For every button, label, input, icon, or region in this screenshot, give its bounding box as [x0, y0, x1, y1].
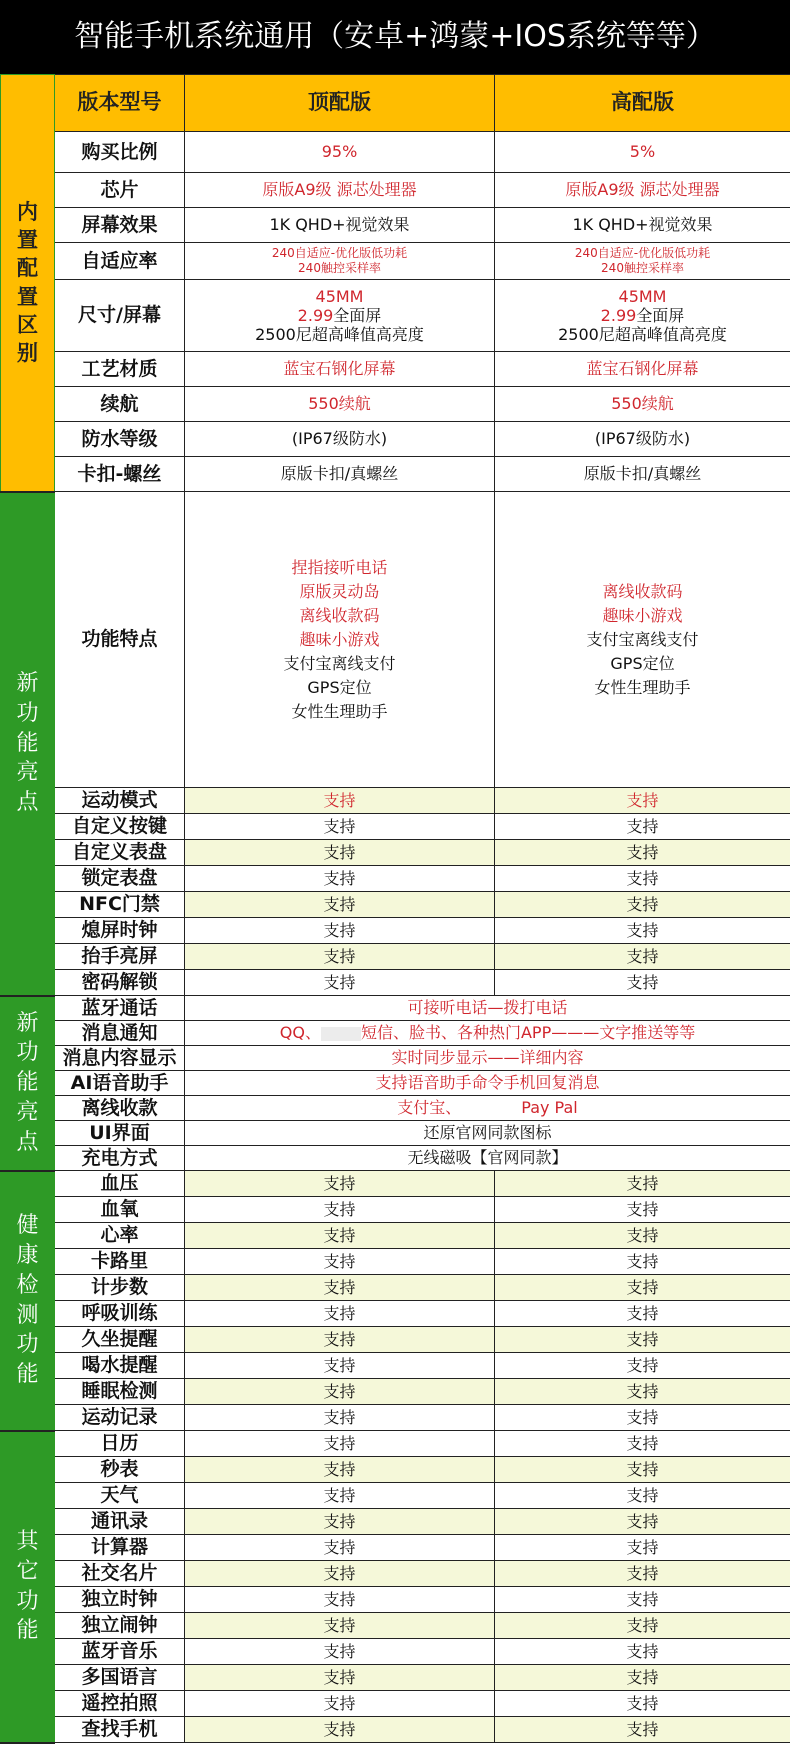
row-label: 心率	[55, 1223, 185, 1249]
row-label: 续航	[55, 387, 185, 422]
row-label: 查找手机	[55, 1717, 185, 1743]
feature-item: 捏指接听电话	[291, 557, 388, 577]
cell-col2: 支持	[495, 1197, 790, 1223]
cell-col1	[185, 243, 495, 280]
feature-item: 支付宝离线支付	[586, 629, 699, 649]
value-suffix: Pay Pal	[521, 1098, 578, 1118]
row-label: 喝水提醒	[55, 1353, 185, 1379]
cell-col2: 支持	[495, 1587, 790, 1613]
table-row	[1, 996, 790, 1021]
row-label: 遥控拍照	[55, 1691, 185, 1717]
row-label: 日历	[55, 1431, 185, 1457]
cell-col1: 支持	[185, 1613, 495, 1639]
row-label: 消息内容显示	[55, 1046, 185, 1071]
cell-col2: 支持	[495, 1223, 790, 1249]
row-label: 离线收款	[55, 1096, 185, 1121]
feature-value: 支持语音助手命令手机回复消息	[185, 1071, 790, 1096]
spec-table	[0, 74, 790, 1744]
feature-value	[185, 1021, 790, 1046]
table-row	[1, 352, 790, 387]
header-label: 版本型号	[55, 75, 185, 132]
cell-col1: 支持	[185, 1223, 495, 1249]
feature-value: 还原官网同款图标	[185, 1121, 790, 1146]
feature-value: 无线磁吸【官网同款】	[185, 1146, 790, 1171]
table-row	[1, 1223, 790, 1249]
row-label: 运动记录	[55, 1405, 185, 1431]
cell-col1: 支持	[185, 1353, 495, 1379]
cell-col2	[495, 243, 790, 280]
cell-col1: 支持	[185, 814, 495, 840]
table-row	[1, 918, 790, 944]
header-col2: 高配版	[495, 75, 790, 132]
table-row	[1, 1146, 790, 1171]
cell-col1: 支持	[185, 1171, 495, 1197]
table-row	[1, 243, 790, 280]
table-row	[1, 1561, 790, 1587]
cell-col1: 支持	[185, 866, 495, 892]
table-row	[1, 1717, 790, 1743]
cell-line: 45MM	[315, 286, 364, 306]
table-row	[1, 1249, 790, 1275]
row-label: 充电方式	[55, 1146, 185, 1171]
cell-col1: 支持	[185, 1509, 495, 1535]
features-col1	[185, 492, 495, 788]
cell-col1: 支持	[185, 918, 495, 944]
cell-col1: 支持	[185, 1457, 495, 1483]
cell-col2: 支持	[495, 1431, 790, 1457]
cell-col1: 支持	[185, 1483, 495, 1509]
cell-col2: 支持	[495, 788, 790, 814]
cell-line: 240触控采样率	[601, 261, 684, 275]
feature-item: 原版灵动岛	[299, 581, 380, 601]
table-row	[1, 208, 790, 243]
row-label: 睡眠检测	[55, 1379, 185, 1405]
table-row	[1, 173, 790, 208]
row-label: 蓝牙音乐	[55, 1639, 185, 1665]
feature-item: 女性生理助手	[594, 677, 691, 697]
row-label: 尺寸/屏幕	[55, 280, 185, 352]
redacted-mark	[321, 1027, 361, 1041]
cell-line: 45MM	[618, 286, 667, 306]
cell-col1: 支持	[185, 1665, 495, 1691]
features-row	[1, 492, 790, 788]
row-label: 消息通知	[55, 1021, 185, 1046]
cell-col2: 原版卡扣/真螺丝	[495, 457, 790, 492]
feature-item: 支付宝离线支付	[283, 653, 396, 673]
cell-col2: 支持	[495, 814, 790, 840]
cell-line: 2500尼超高峰值高亮度	[255, 325, 424, 345]
table-row	[1, 1121, 790, 1146]
row-label: AI语音助手	[55, 1071, 185, 1096]
cell-col2: 支持	[495, 1379, 790, 1405]
row-label: NFC门禁	[55, 892, 185, 918]
row-label: 卡扣-螺丝	[55, 457, 185, 492]
value-prefix: 支付宝、	[397, 1098, 462, 1118]
cell-col1: 支持	[185, 788, 495, 814]
feature-value: 实时同步显示——详细内容	[185, 1046, 790, 1071]
cell-col2: 支持	[495, 1509, 790, 1535]
table-row	[1, 280, 790, 352]
table-row	[1, 1405, 790, 1431]
cell-col1: 95%	[185, 132, 495, 173]
table-row	[1, 1613, 790, 1639]
row-label: 芯片	[55, 173, 185, 208]
cell-col1: 支持	[185, 970, 495, 996]
cell-col1: 支持	[185, 1301, 495, 1327]
cell-col2: 蓝宝石钢化屏幕	[495, 352, 790, 387]
section-new-features-2: 新 功 能 亮 点	[1, 996, 55, 1171]
cell-line	[495, 306, 790, 325]
cell-col2: 支持	[495, 918, 790, 944]
row-label: 血压	[55, 1171, 185, 1197]
row-label: 锁定表盘	[55, 866, 185, 892]
cell-col2: 支持	[495, 1405, 790, 1431]
cell-col2: 支持	[495, 1249, 790, 1275]
table-row	[1, 387, 790, 422]
row-label: 密码解锁	[55, 970, 185, 996]
cell-line	[185, 306, 494, 325]
cell-col2: 支持	[495, 970, 790, 996]
cell-col1: 支持	[185, 1249, 495, 1275]
cell-col2: 支持	[495, 866, 790, 892]
table-row	[1, 1021, 790, 1046]
table-row	[1, 1587, 790, 1613]
feature-value	[185, 1096, 790, 1121]
feature-item: 趣味小游戏	[602, 605, 683, 625]
cell-col2: 支持	[495, 1691, 790, 1717]
cell-line: 240触控采样率	[298, 261, 381, 275]
header-col1: 顶配版	[185, 75, 495, 132]
screen-size: 2.99	[600, 305, 637, 325]
row-label: 血氧	[55, 1197, 185, 1223]
feature-item: GPS定位	[307, 677, 372, 697]
table-row	[1, 840, 790, 866]
row-label: 社交名片	[55, 1561, 185, 1587]
row-label: UI界面	[55, 1121, 185, 1146]
table-row	[1, 866, 790, 892]
redacted-mark	[461, 1102, 521, 1116]
cell-col2: 1K QHD+视觉效果	[495, 208, 790, 243]
screen-size: 2.99	[297, 305, 334, 325]
row-label: 功能特点	[55, 492, 185, 788]
cell-col1: 支持	[185, 1431, 495, 1457]
cell-col2: 支持	[495, 1327, 790, 1353]
table-row	[1, 1327, 790, 1353]
table-row	[1, 1071, 790, 1096]
section-other: 其 它 功 能	[1, 1431, 55, 1743]
cell-col2: 5%	[495, 132, 790, 173]
value-prefix: QQ、	[279, 1023, 321, 1043]
row-label: 通讯录	[55, 1509, 185, 1535]
table-row	[1, 1665, 790, 1691]
cell-col1: 550续航	[185, 387, 495, 422]
row-label: 屏幕效果	[55, 208, 185, 243]
cell-line: 240自适应-优化版低功耗	[574, 246, 711, 260]
cell-col2: 支持	[495, 944, 790, 970]
cell-col1: 支持	[185, 1535, 495, 1561]
table-row	[1, 1483, 790, 1509]
features-col2	[495, 492, 790, 788]
section-health: 健 康 检 测 功 能	[1, 1171, 55, 1431]
cell-col1: 原版A9级 源芯处理器	[185, 173, 495, 208]
cell-col2: 支持	[495, 1561, 790, 1587]
cell-col2: 支持	[495, 1275, 790, 1301]
cell-col1: 支持	[185, 1327, 495, 1353]
cell-col2: 支持	[495, 1717, 790, 1743]
table-header-row	[1, 75, 790, 132]
row-label: 运动模式	[55, 788, 185, 814]
row-label: 蓝牙通话	[55, 996, 185, 1021]
screen-type: 全面屏	[636, 305, 685, 325]
screen-type: 全面屏	[333, 305, 382, 325]
table-row	[1, 1457, 790, 1483]
row-label: 自定义表盘	[55, 840, 185, 866]
cell-col1: 蓝宝石钢化屏幕	[185, 352, 495, 387]
table-row	[1, 1171, 790, 1197]
cell-col2: 原版A9级 源芯处理器	[495, 173, 790, 208]
cell-col2: 支持	[495, 1483, 790, 1509]
table-row	[1, 1535, 790, 1561]
table-row	[1, 1197, 790, 1223]
table-row	[1, 970, 790, 996]
row-label: 自适应率	[55, 243, 185, 280]
row-label: 计步数	[55, 1275, 185, 1301]
table-row	[1, 1691, 790, 1717]
value-suffix: 短信、脸书、各种热门APP———文字推送等等	[360, 1023, 696, 1043]
row-label: 卡路里	[55, 1249, 185, 1275]
cell-col2: 支持	[495, 1665, 790, 1691]
feature-item: 离线收款码	[299, 605, 380, 625]
cell-col1: 支持	[185, 1691, 495, 1717]
cell-col2: 支持	[495, 1353, 790, 1379]
cell-col1: 支持	[185, 1275, 495, 1301]
feature-item: 趣味小游戏	[299, 629, 380, 649]
cell-col2	[495, 280, 790, 352]
row-label: 自定义按键	[55, 814, 185, 840]
cell-col1: 支持	[185, 1379, 495, 1405]
table-row	[1, 422, 790, 457]
cell-col2: 支持	[495, 1301, 790, 1327]
cell-col2: 支持	[495, 1535, 790, 1561]
table-row	[1, 1096, 790, 1121]
row-label: 购买比例	[55, 132, 185, 173]
table-row	[1, 788, 790, 814]
cell-col1: 原版卡扣/真螺丝	[185, 457, 495, 492]
table-row	[1, 1639, 790, 1665]
section-config: 内 置 配 置 区 别	[1, 75, 55, 492]
row-label: 天气	[55, 1483, 185, 1509]
cell-col1: 支持	[185, 1405, 495, 1431]
row-label: 计算器	[55, 1535, 185, 1561]
table-row	[1, 944, 790, 970]
row-label: 防水等级	[55, 422, 185, 457]
cell-col1: 支持	[185, 1717, 495, 1743]
feature-item: 离线收款码	[602, 581, 683, 601]
cell-col1: 支持	[185, 1587, 495, 1613]
cell-col2: 支持	[495, 840, 790, 866]
table-row	[1, 1275, 790, 1301]
cell-line: 240自适应-优化版低功耗	[271, 246, 408, 260]
feature-item: GPS定位	[610, 653, 675, 673]
cell-col1: 支持	[185, 840, 495, 866]
row-label: 久坐提醒	[55, 1327, 185, 1353]
cell-col1: 支持	[185, 1561, 495, 1587]
table-row	[1, 1301, 790, 1327]
cell-col2: 支持	[495, 1639, 790, 1665]
row-label: 秒表	[55, 1457, 185, 1483]
cell-col2: 支持	[495, 892, 790, 918]
cell-col1: 支持	[185, 892, 495, 918]
row-label: 呼吸训练	[55, 1301, 185, 1327]
table-row	[1, 1379, 790, 1405]
cell-col1: 支持	[185, 1197, 495, 1223]
table-row	[1, 814, 790, 840]
table-row	[1, 892, 790, 918]
row-label: 独立时钟	[55, 1587, 185, 1613]
cell-col1: (IP67级防水)	[185, 422, 495, 457]
table-row	[1, 1509, 790, 1535]
table-row	[1, 457, 790, 492]
table-row	[1, 132, 790, 173]
feature-item: 女性生理助手	[291, 701, 388, 721]
page-title: 智能手机系统通用（安卓+鸿蒙+IOS系统等等）	[0, 0, 790, 74]
cell-col1: 支持	[185, 1639, 495, 1665]
cell-col1: 1K QHD+视觉效果	[185, 208, 495, 243]
cell-col1: 支持	[185, 944, 495, 970]
section-new-features-1: 新 功 能 亮 点	[1, 492, 55, 996]
cell-col2: 支持	[495, 1613, 790, 1639]
cell-col2: 支持	[495, 1171, 790, 1197]
cell-col2: 550续航	[495, 387, 790, 422]
feature-value: 可接听电话—拨打电话	[185, 996, 790, 1021]
row-label: 独立闹钟	[55, 1613, 185, 1639]
row-label: 多国语言	[55, 1665, 185, 1691]
cell-col1	[185, 280, 495, 352]
table-row	[1, 1431, 790, 1457]
table-row	[1, 1353, 790, 1379]
cell-line: 2500尼超高峰值高亮度	[558, 325, 727, 345]
row-label: 抬手亮屏	[55, 944, 185, 970]
cell-col2: 支持	[495, 1457, 790, 1483]
row-label: 熄屏时钟	[55, 918, 185, 944]
row-label: 工艺材质	[55, 352, 185, 387]
cell-col2: (IP67级防水)	[495, 422, 790, 457]
table-row	[1, 1046, 790, 1071]
